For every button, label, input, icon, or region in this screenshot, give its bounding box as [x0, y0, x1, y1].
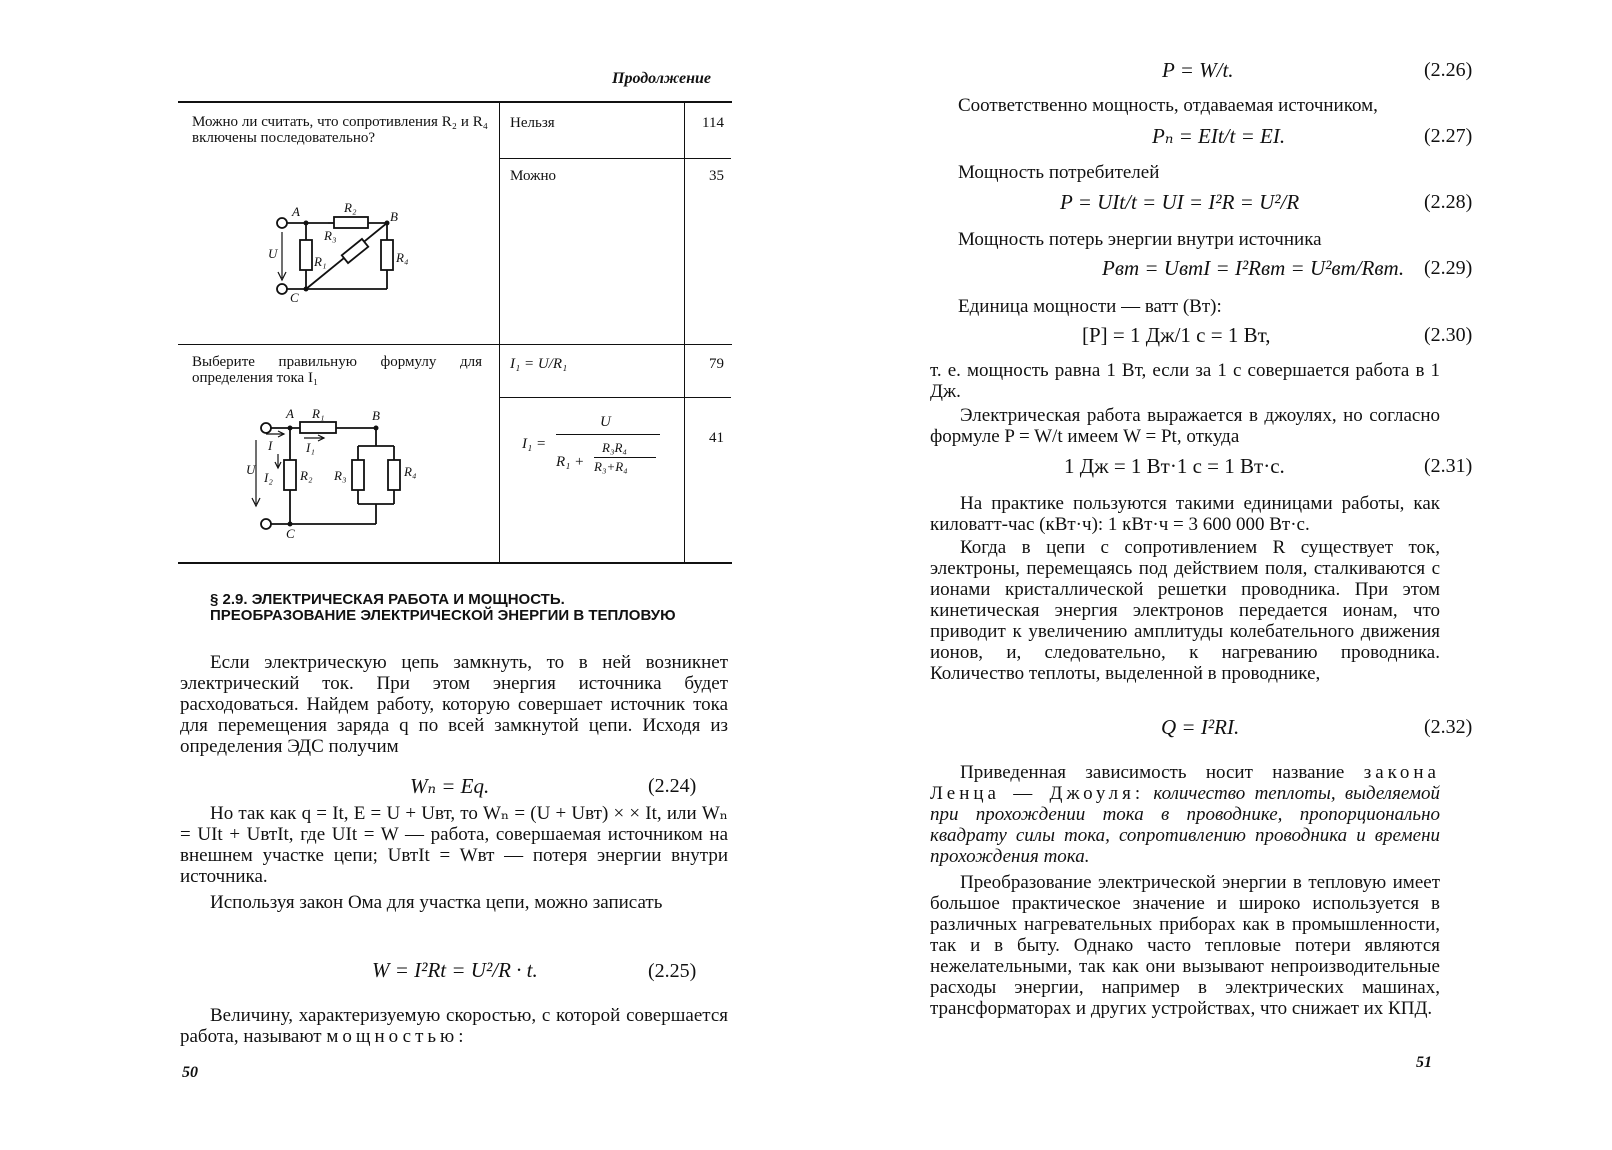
right-page	[806, 0, 1612, 1150]
circuit1-r4: R₄	[396, 250, 409, 265]
page-number-right: 51	[1416, 1054, 1432, 1071]
answer-2-2-page: 41	[709, 430, 724, 446]
circuit1-r1: R₁	[314, 254, 327, 269]
continuation-label: Продолжение	[612, 70, 711, 87]
answer-2-1-page: 79	[709, 356, 724, 372]
table-col-divider-1	[499, 101, 500, 562]
paragraph-10: Преобразование электрической энергии в тепловую имеет большое практическое значение и широко используется в различных нагревательных приборах как в промышленности, так и в быту. Однако часто тепловые потери являются нежелательными, так как они вызывают непроизводительные расходы энергии, например в электрических машинах, трансформаторах и других устройствах, что снижает их КПД.	[930, 872, 1440, 1019]
question-1: Можно ли считать, что сопротивления R₂ и R₄ включены последовательно?	[192, 114, 488, 146]
paragraph-7: На практике пользуются такими единицами работы, как киловатт-час (кВт·ч): 1 кВт·ч = 3 600 000 Вт·с.	[930, 493, 1440, 535]
answer-1-1: Нельзя	[510, 115, 555, 131]
text-3: Мощность потерь энергии внутри источника	[958, 229, 1322, 250]
circuit-diagram-1	[262, 196, 432, 306]
circuit1-node-c: C	[290, 290, 299, 305]
circuit1-r2: R₂	[344, 200, 357, 215]
equation-2-26: P = W/t.	[1162, 58, 1234, 82]
answer-1-1-page: 114	[702, 115, 724, 131]
table-answer-divider-2	[499, 397, 731, 398]
equation-2-27-number: (2.27)	[1424, 125, 1473, 147]
table-top-border	[178, 101, 732, 103]
text-4: Единица мощности — ватт (Вт):	[958, 296, 1222, 317]
page-number-left: 50	[182, 1064, 198, 1081]
law-name: закона Ленца — Джоуля:	[930, 762, 1440, 804]
circuit2-voltage: U	[246, 462, 256, 477]
equation-2-26-number: (2.26)	[1424, 59, 1473, 81]
question-2: Выберите правильную формулу для определения тока I₁	[192, 354, 482, 386]
answer-1-2: Можно	[510, 168, 556, 184]
table-col-divider-2	[684, 101, 685, 562]
paragraph-8: Когда в цепи с сопротивлением R существует ток, электроны, перемещаясь под действием поля, сталкиваются с ионами кристаллической решетки проводника. При этом кинетическая энергия электронов передается ионам, что приводит к увеличению амплитуды колебательного движения ионов, и, следовательно, к нагреванию проводника. Количество теплоты, выделенной в проводнике,	[930, 537, 1440, 684]
circuit2-current-i: I	[268, 438, 273, 453]
equation-2-30-number: (2.30)	[1424, 324, 1473, 346]
paragraph-9-text: Приведенная зависимость носит название	[960, 762, 1345, 783]
table-row-divider	[178, 344, 732, 345]
equation-2-31: 1 Дж = 1 Вт·1 с = 1 Вт·с.	[1064, 454, 1285, 478]
equation-2-32-number: (2.32)	[1424, 716, 1473, 738]
circuit1-voltage: U	[268, 246, 278, 261]
circuit2-r2: R₂	[300, 468, 313, 483]
circuit2-node-c: C	[286, 526, 295, 540]
paragraph-2: Но так как q = It, E = U + Uвт, то Wₙ = (U + Uвт) × × It, или Wₙ = UIt + UвтIt, где UIt = W — работа, совершаемая источником на внешнем участке цепи; UвтIt = Wвт — потеря энергии внутри источника.	[180, 803, 728, 887]
equation-2-24: Wₙ = Eq.	[410, 774, 490, 798]
table-answer-divider-1	[499, 158, 731, 159]
paragraph-4	[180, 1005, 728, 1047]
equation-2-28-number: (2.28)	[1424, 191, 1473, 213]
equation-2-29-number: (2.29)	[1424, 257, 1473, 279]
table-bottom-border	[178, 562, 732, 564]
paragraph-1: Если электрическую цепь замкнуть, то в ней возникнет электрический ток. При этом энергия источника будет расходоваться. Найдем работу, которую совершает источник тока для перемещения заряда q по всей замкнутой цепи. Исходя из определения ЭДС получим	[180, 652, 728, 757]
answer-1-2-page: 35	[709, 168, 724, 184]
equation-2-30: [P] = 1 Дж/1 с = 1 Вт,	[1082, 323, 1271, 347]
section-title: § 2.9. ЭЛЕКТРИЧЕСКАЯ РАБОТА И МОЩНОСТЬ. ПРЕОБРАЗОВАНИЕ ЭЛЕКТРИЧЕСКОЙ ЭНЕРГИИ В ТЕПЛОВУЮ	[210, 591, 676, 624]
circuit2-node-a: A	[286, 406, 294, 421]
equation-2-31-number: (2.31)	[1424, 455, 1473, 477]
paragraph-6: Электрическая работа выражается в джоулях, но согласно формуле P = W/t имеем W = Pt, откуда	[930, 405, 1440, 447]
circuit1-r3: R₃	[324, 228, 337, 243]
law-statement: количество теплоты, выделяемой при прохождении тока в проводнике, пропорционально квадрату силы тока, сопротивлению проводника и времени прохождения тока.	[930, 783, 1440, 867]
equation-2-28: P = UIt/t = UI = I²R = U²/R	[1060, 190, 1300, 214]
circuit2-current-i1: I₁	[306, 440, 315, 455]
equation-2-25: W = I²Rt = U²/R · t.	[372, 958, 538, 982]
equation-2-25-number: (2.25)	[648, 960, 697, 982]
text-1: Соответственно мощность, отдаваемая источником,	[958, 95, 1378, 116]
paragraph-3: Используя закон Ома для участка цепи, можно записать	[210, 892, 663, 913]
circuit1-node-a: A	[292, 204, 300, 219]
paragraph-9	[930, 762, 1440, 867]
equation-2-24-number: (2.24)	[648, 775, 697, 797]
term-power: мощностью:	[326, 1026, 468, 1047]
circuit2-r4: R₄	[404, 464, 417, 479]
paragraph-4-text: Величину, характеризуемую скоростью, с которой совершается работа, называют	[180, 1005, 728, 1047]
circuit-diagram-2	[246, 404, 442, 540]
paragraph-5: т. е. мощность равна 1 Вт, если за 1 с совершается работа в 1 Дж.	[930, 360, 1440, 402]
circuit2-r1: R₁	[312, 406, 325, 421]
answer-2-2-formula: I₁ = U R₁ + R₃R₄ R₃+R₄	[522, 414, 672, 484]
circuit2-current-i2: I₂	[264, 470, 273, 485]
circuit2-node-b: B	[372, 408, 380, 423]
equation-2-27: Pₙ = EIt/t = EI.	[1152, 124, 1286, 148]
text-2: Мощность потребителей	[958, 162, 1160, 183]
equation-2-29: Pвт = UвтI = I²Rвт = U²вт/Rвт.	[1102, 256, 1405, 280]
circuit1-node-b: B	[390, 209, 398, 224]
answer-2-1: I₁ = U/R₁	[510, 356, 568, 372]
equation-2-32: Q = I²RI.	[1161, 715, 1240, 739]
circuit2-r3: R₃	[334, 468, 347, 483]
